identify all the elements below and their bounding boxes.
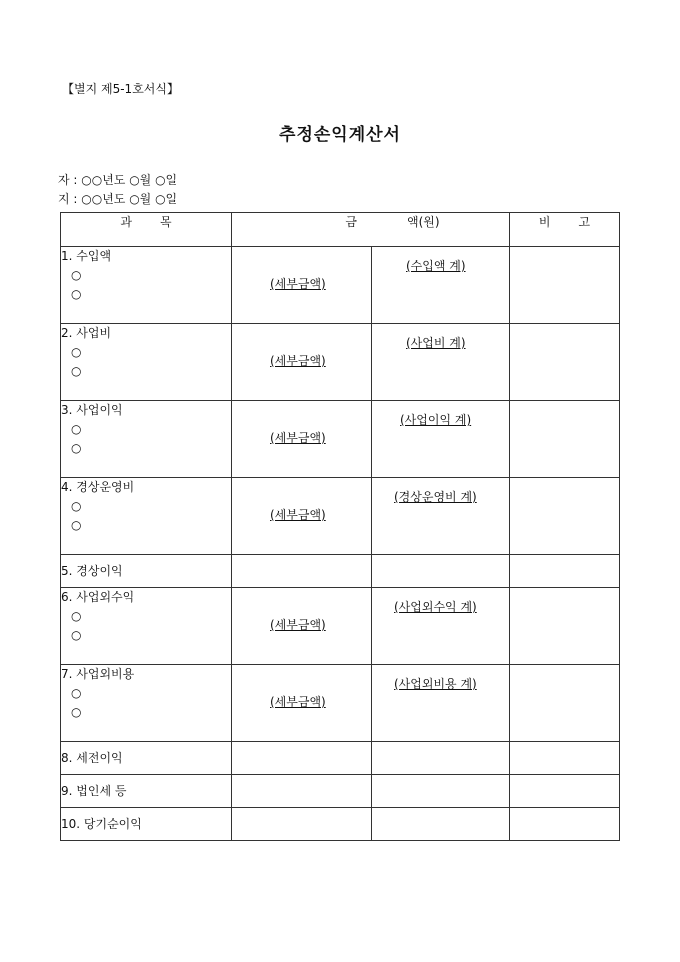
- total-amount: (경상운영비 계): [394, 490, 477, 504]
- subject-cell: [61, 247, 232, 324]
- total-amount-cell: [372, 247, 510, 324]
- subject-cell: [61, 742, 232, 775]
- table-row: [61, 247, 620, 324]
- header-subject-char-1: 과: [120, 215, 132, 229]
- header-subject-char-2: 목: [160, 215, 172, 229]
- table-row: [61, 665, 620, 742]
- total-amount-cell: [372, 401, 510, 478]
- subject-name: 6. 사업외수익: [61, 590, 135, 604]
- total-amount: (사업외수익 계): [394, 600, 477, 614]
- subject-bullet: ○: [71, 422, 82, 436]
- subject-bullet: ○: [71, 287, 82, 301]
- note-cell: [510, 808, 620, 841]
- note-cell: [510, 588, 620, 665]
- total-amount-cell: [372, 324, 510, 401]
- subject-bullet: ○: [71, 364, 82, 378]
- note-cell: [510, 665, 620, 742]
- detail-amount: (세부금액): [270, 354, 326, 368]
- total-amount: (사업외비용 계): [394, 677, 477, 691]
- income-statement-table: [60, 212, 620, 841]
- note-cell: [510, 555, 620, 588]
- header-note-char-1: 비: [538, 215, 551, 229]
- total-amount: (사업비 계): [406, 336, 466, 350]
- note-cell: [510, 324, 620, 401]
- detail-amount-cell: [232, 775, 372, 808]
- subject-name: 9. 법인세 등: [61, 783, 127, 798]
- subject-cell: [61, 665, 232, 742]
- header-amount-char-1: 금: [345, 215, 358, 229]
- table-row: [61, 588, 620, 665]
- detail-amount-cell: [232, 588, 372, 665]
- note-cell: [510, 247, 620, 324]
- subject-cell: [61, 401, 232, 478]
- subject-bullet: ○: [71, 705, 82, 719]
- subject-cell: [61, 588, 232, 665]
- total-amount-cell: [372, 478, 510, 555]
- detail-amount: (세부금액): [270, 277, 326, 291]
- header-amount: [232, 213, 510, 247]
- table-row: [61, 478, 620, 555]
- subject-name: 10. 당기순이익: [61, 816, 142, 831]
- table-row: [61, 324, 620, 401]
- detail-amount-cell: [232, 247, 372, 324]
- total-amount-cell: [372, 742, 510, 775]
- subject-bullet: ○: [71, 609, 82, 623]
- detail-amount: (세부금액): [270, 695, 326, 709]
- total-amount-cell: [372, 665, 510, 742]
- subject-name: 4. 경상운영비: [61, 480, 135, 494]
- document-title: 추정손익계산서: [279, 125, 401, 145]
- total-amount-cell: [372, 555, 510, 588]
- period-from: 자 : ○○년도 ○월 ○일: [58, 173, 178, 187]
- subject-name: 3. 사업이익: [61, 403, 123, 417]
- note-cell: [510, 742, 620, 775]
- detail-amount: (세부금액): [270, 431, 326, 445]
- subject-cell: [61, 478, 232, 555]
- subject-cell: [61, 324, 232, 401]
- total-amount-cell: [372, 588, 510, 665]
- table-row: [61, 808, 620, 841]
- total-amount: (수입액 계): [406, 259, 466, 273]
- note-cell: [510, 775, 620, 808]
- subject-name: 1. 수입액: [61, 249, 112, 263]
- subject-bullet: ○: [71, 628, 82, 642]
- subject-bullet: ○: [71, 518, 82, 532]
- table-row: [61, 775, 620, 808]
- form-label: 【별지 제5-1호서식】: [62, 82, 179, 96]
- header-note-char-2: 고: [578, 215, 591, 229]
- detail-amount-cell: [232, 665, 372, 742]
- header-subject: [61, 213, 232, 247]
- period-to: 지 : ○○년도 ○월 ○일: [58, 192, 178, 206]
- detail-amount-cell: [232, 555, 372, 588]
- note-cell: [510, 401, 620, 478]
- subject-bullet: ○: [71, 441, 82, 455]
- total-amount: (사업이익 계): [400, 413, 472, 427]
- total-amount-cell: [372, 808, 510, 841]
- header-row: [61, 213, 620, 247]
- detail-amount: (세부금액): [270, 618, 326, 632]
- detail-amount-cell: [232, 742, 372, 775]
- subject-name: 5. 경상이익: [61, 563, 123, 578]
- subject-bullet: ○: [71, 268, 82, 282]
- subject-bullet: ○: [71, 686, 82, 700]
- subject-name: 2. 사업비: [61, 326, 112, 340]
- subject-bullet: ○: [71, 345, 82, 359]
- subject-cell: [61, 808, 232, 841]
- subject-cell: [61, 775, 232, 808]
- table-row: [61, 555, 620, 588]
- header-note: [510, 213, 620, 247]
- detail-amount-cell: [232, 401, 372, 478]
- subject-cell: [61, 555, 232, 588]
- detail-amount: (세부금액): [270, 508, 326, 522]
- subject-name: 7. 사업외비용: [61, 667, 135, 681]
- detail-amount-cell: [232, 808, 372, 841]
- note-cell: [510, 478, 620, 555]
- detail-amount-cell: [232, 478, 372, 555]
- total-amount-cell: [372, 775, 510, 808]
- header-amount-char-2: 액(원): [407, 215, 440, 229]
- subject-bullet: ○: [71, 499, 82, 513]
- table-row: [61, 401, 620, 478]
- detail-amount-cell: [232, 324, 372, 401]
- subject-name: 8. 세전이익: [61, 750, 123, 765]
- table-row: [61, 742, 620, 775]
